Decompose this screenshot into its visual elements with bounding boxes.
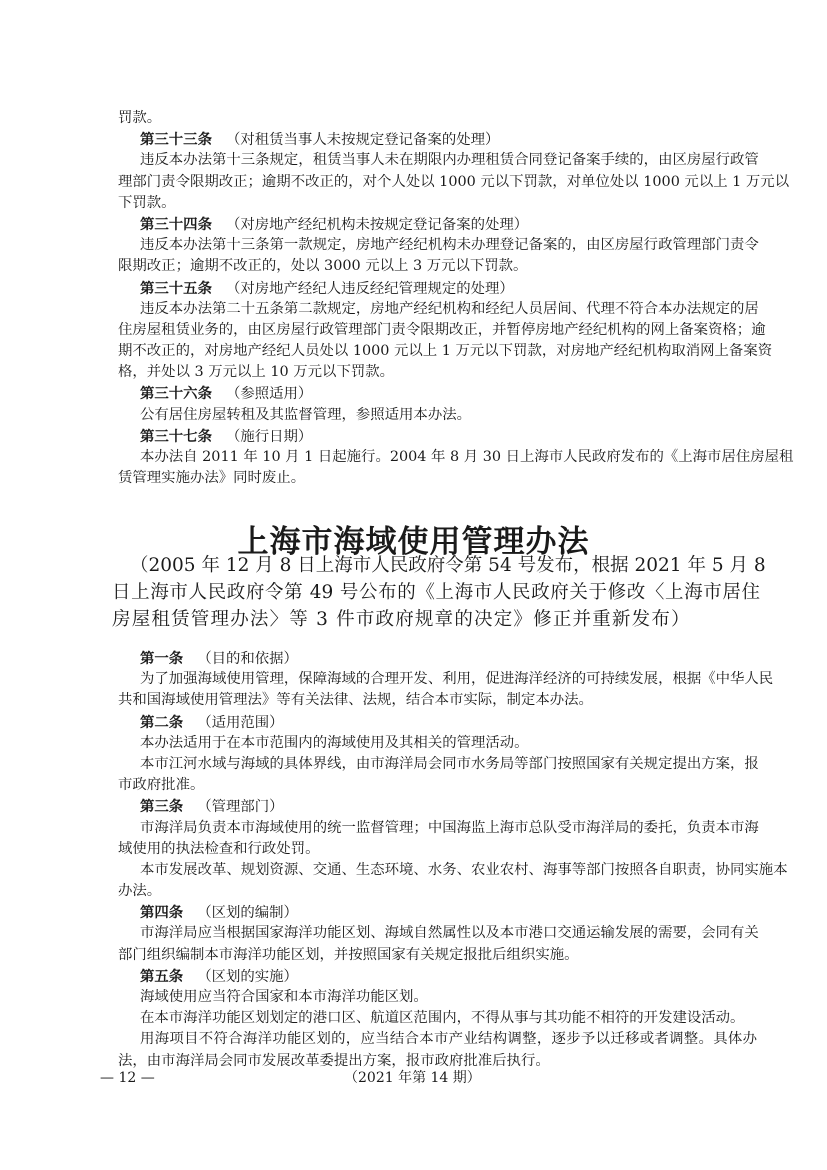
paragraph-line: 理部门责令限期改正；逾期不改正的，对个人处以 1000 元以下罚款，对单位处以 1000 元以上 1 万元以 — [118, 173, 790, 190]
paragraph-line: 罚款。 — [118, 110, 162, 126]
article-heading — [118, 383, 757, 404]
paragraph-line: 期不改正的，对房地产经纪人员处以 1000 元以上 1 万元以下罚款，对房地产经纪机构取消网上备案资 — [118, 343, 773, 360]
paragraph-line: 公有居住房屋转租及其监督管理，参照适用本办法。 — [140, 406, 471, 423]
paragraph-line: 限期改正；逾期不改正的，处以 3000 元以上 3 万元以下罚款。 — [118, 258, 528, 275]
article-heading — [118, 796, 757, 817]
article-number: 第一条 — [140, 650, 184, 667]
article-heading — [118, 214, 757, 235]
article-number: 第三条 — [140, 798, 184, 816]
previous-regulation-articles — [118, 108, 794, 489]
regulation-articles — [118, 648, 788, 1072]
paragraph-line: 在本市海洋功能区划划定的港口区、航道区范围内，不得从事与其功能不相符的开发建设活动。 — [140, 1010, 745, 1027]
paragraph-line: 市政府批准。 — [118, 777, 205, 794]
article-number: 第三十四条 — [140, 215, 212, 233]
paragraph-line: 本市发展改革、规划资源、交通、生态环境、水务、农业农村、海事等部门按照各自职责，协同实施本 — [140, 861, 788, 878]
paragraph-line: 违反本办法第十三条规定，租赁当事人未在期限内办理租赁合同登记备案手续的，由区房屋行政管 — [140, 152, 759, 169]
paragraph-line: 违反本办法第十三条第一款规定，房地产经纪机构未办理登记备案的，由区房屋行政管理部门责令 — [140, 237, 759, 254]
paragraph-line: 域使用的执法检查和行政处罚。 — [118, 840, 320, 857]
paragraph-line: 共和国海域使用管理法》等有关法律、法规，结合本市实际，制定本办法。 — [118, 692, 593, 709]
article-number: 第三十七条 — [140, 427, 212, 445]
issue-label: （2021 年第 14 期） — [344, 1070, 481, 1086]
paragraph-line: 市海洋局应当根据国家海洋功能区划、海域自然属性以及本市港口交通运输发展的需要，会同有关 — [140, 925, 759, 942]
article-topic: （区划的编制） — [197, 905, 298, 922]
article-number: 第四条 — [140, 904, 184, 922]
article-topic: （施行日期） — [225, 428, 313, 445]
article-heading — [118, 648, 757, 669]
article-heading — [118, 278, 757, 299]
article-number: 第五条 — [140, 967, 184, 985]
article-topic: （目的和依据） — [197, 651, 298, 667]
paragraph-line: 法，由市海洋局会同市发展改革委提出方案，报市政府批准后执行。 — [118, 1052, 550, 1069]
paragraph-line: 本市江河水域与海域的具体界线，由市海洋局会同市水务局等部门按照国家有关规定提出方案，报 — [140, 755, 759, 772]
article-heading — [118, 966, 757, 987]
article-heading — [118, 902, 757, 923]
article-number: 第三十五条 — [140, 279, 212, 297]
subtitle-line: （2005 年 12 月 8 日上海市人民政府令第 54 号发布，根据 2021 年 5 月 8 — [130, 555, 766, 576]
article-topic: （对房地产经纪人违反经纪管理规定的处理） — [225, 280, 514, 297]
article-topic: （管理部门） — [197, 799, 284, 816]
subtitle-line: 日上海市人民政府令第 49 号公布的《上海市人民政府关于修改〈上海市居住 — [112, 582, 760, 603]
page-number: — 12 — — [100, 1070, 155, 1086]
article-topic: （对房地产经纪机构未按规定登记备案的处理） — [225, 216, 529, 233]
article-heading — [118, 712, 757, 733]
article-heading — [118, 129, 757, 150]
article-topic: （适用范围） — [197, 714, 284, 731]
paragraph-line: 住房屋租赁业务的，由区房屋行政管理部门责令限期改正，并暂停房地产经纪机构的网上备案资格；逾 — [118, 321, 766, 338]
paragraph-line: 本办法自 2011 年 10 月 1 日起施行。2004 年 8 月 30 日上海市人民政府发布的《上海市居住房屋租 — [140, 449, 794, 465]
paragraph-line: 市海洋局负责本市海域使用的统一监督管理；中国海监上海市总队受市海洋局的委托，负责本市海 — [140, 819, 759, 836]
paragraph-line: 为了加强海域使用管理，保障海域的合理开发、利用，促进海洋经济的可持续发展，根据《中华人民 — [140, 671, 774, 688]
article-heading — [118, 426, 757, 447]
paragraph-line: 部门组织编制本市海洋功能区划，并按照国家有关规定报批后组织实施。 — [118, 946, 579, 963]
paragraph-line: 赁管理实施办法》同时废止。 — [118, 470, 306, 487]
document-subtitle — [112, 552, 766, 633]
article-topic: （参照适用） — [225, 386, 313, 403]
paragraph-line: 格，并处以 3 万元以上 10 万元以下罚款。 — [118, 364, 395, 381]
subtitle-line: 房屋租赁管理办法〉等 3 件市政府规章的决定》修正并重新发布） — [112, 609, 691, 630]
paragraph-line: 违反本办法第二十五条第二款规定，房地产经纪机构和经纪人员居间、代理不符合本办法规定的居 — [140, 300, 759, 317]
page-footer — [0, 1068, 827, 1088]
paragraph-line: 用海项目不符合海洋功能区划的，应当结合本市产业结构调整，逐步予以迁移或者调整。具体办 — [140, 1031, 757, 1048]
article-topic: （对租赁当事人未按规定登记备案的处理） — [225, 132, 500, 149]
article-number: 第三十三条 — [140, 131, 212, 149]
paragraph-line: 下罚款。 — [118, 194, 176, 211]
document-title: 上海市海域使用管理办法 — [237, 524, 590, 560]
paragraph-line: 本办法适用于在本市范围内的海域使用及其相关的管理活动。 — [140, 734, 529, 751]
article-number: 第三十六条 — [140, 385, 212, 403]
paragraph-line: 海域使用应当符合国家和本市海洋功能区划。 — [140, 989, 428, 1005]
paragraph-line: 办法。 — [118, 883, 162, 900]
article-number: 第二条 — [140, 713, 184, 731]
article-topic: （区划的实施） — [197, 968, 298, 985]
